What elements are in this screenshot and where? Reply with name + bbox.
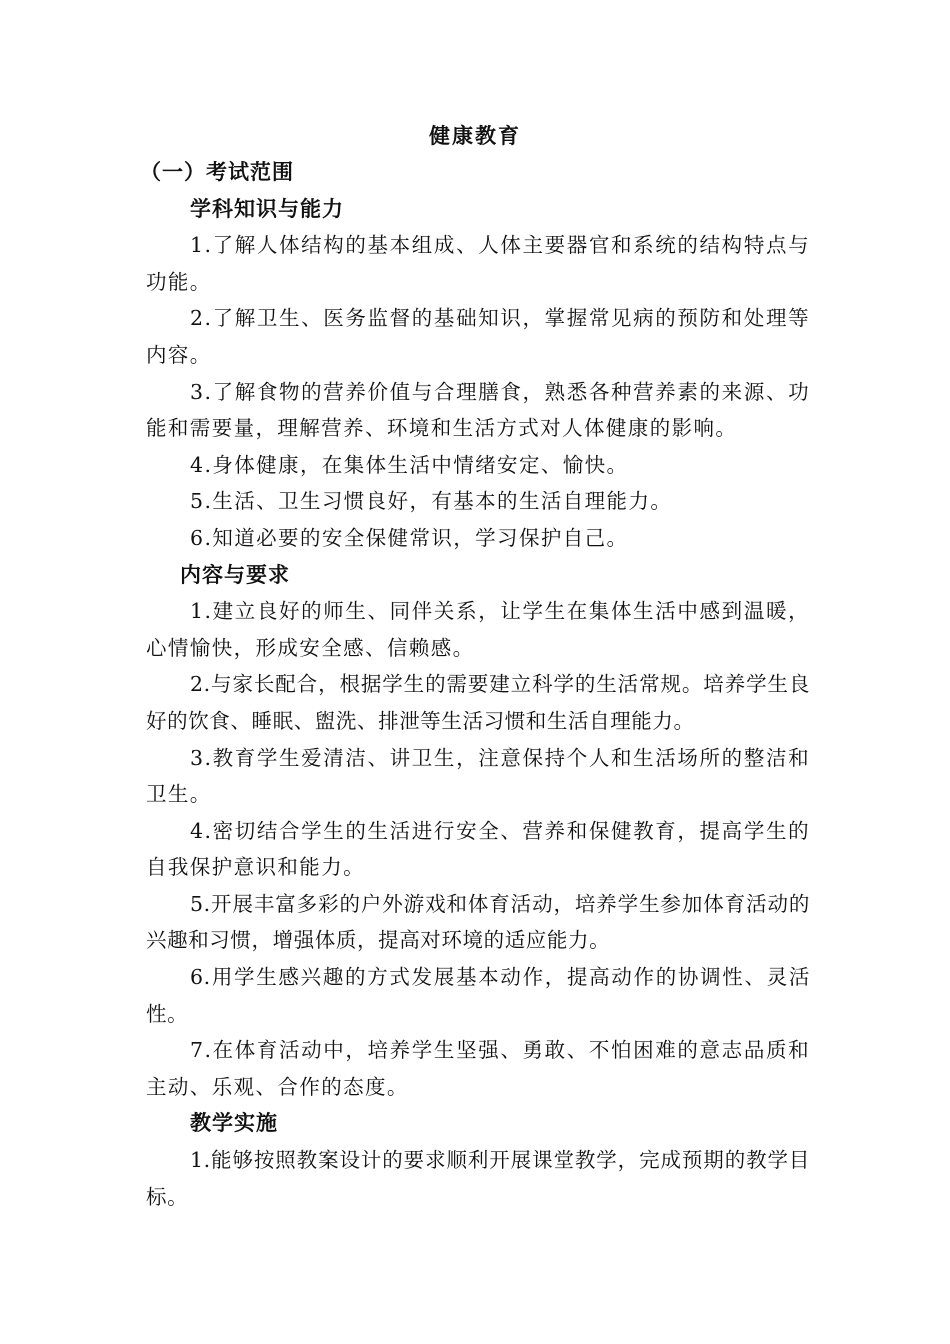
paragraph: 1.了解人体结构的基本组成、人体主要器官和系统的结构特点与功能。 <box>146 233 810 294</box>
document-body <box>140 154 810 1215</box>
subheading-content-requirements: 内容与要求 <box>180 562 290 587</box>
subheading-teaching-implementation: 教学实施 <box>190 1111 278 1136</box>
page-title: 健康教育 <box>429 124 521 148</box>
paragraph: 4.密切结合学生的生活进行安全、营养和保健教育，提高学生的自我保护意识和能力。 <box>146 818 810 880</box>
subheading-knowledge-ability: 学科知识与能力 <box>190 196 344 221</box>
paragraph: 2.与家长配合，根据学生的需要建立科学的生活常规。培养学生良好的饮食、睡眠、盥洗、排泄等生活习惯和生活自理能力。 <box>146 672 810 733</box>
paragraph: 4.身体健康，在集体生活中情绪安定、愉快。 <box>190 452 629 477</box>
paragraph: 6.知道必要的安全保健常识，学习保护自己。 <box>190 525 629 550</box>
paragraph: 1.建立良好的师生、同伴关系，让学生在集体生活中感到温暖，心情愉快，形成安全感、信赖感。 <box>146 599 810 660</box>
paragraph: 5.开展丰富多彩的户外游戏和体育活动，培养学生参加体育活动的兴趣和习惯，增强体质，提高对环境的适应能力。 <box>146 891 810 953</box>
section-heading-exam-scope: （一）考试范围 <box>140 160 294 184</box>
paragraph: 2.了解卫生、医务监督的基础知识，掌握常见病的预防和处理等内容。 <box>146 306 810 367</box>
paragraph: 3.了解食物的营养价值与合理膳食，熟悉各种营养素的来源、功能和需要量，理解营养、环境和生活方式对人体健康的影响。 <box>146 379 810 441</box>
paragraph: 6.用学生感兴趣的方式发展基本动作，提高动作的协调性、灵活性。 <box>146 965 810 1026</box>
paragraph: 1.能够按照教案设计的要求顺利开展课堂教学，完成预期的教学目标。 <box>146 1148 810 1209</box>
paragraph: 7.在体育活动中，培养学生坚强、勇敢、不怕困难的意志品质和主动、乐观、合作的态度。 <box>146 1038 810 1099</box>
paragraph: 3.教育学生爱清洁、讲卫生，注意保持个人和生活场所的整洁和卫生。 <box>146 745 810 807</box>
paragraph: 5.生活、卫生习惯良好，有基本的生活自理能力。 <box>190 489 673 514</box>
